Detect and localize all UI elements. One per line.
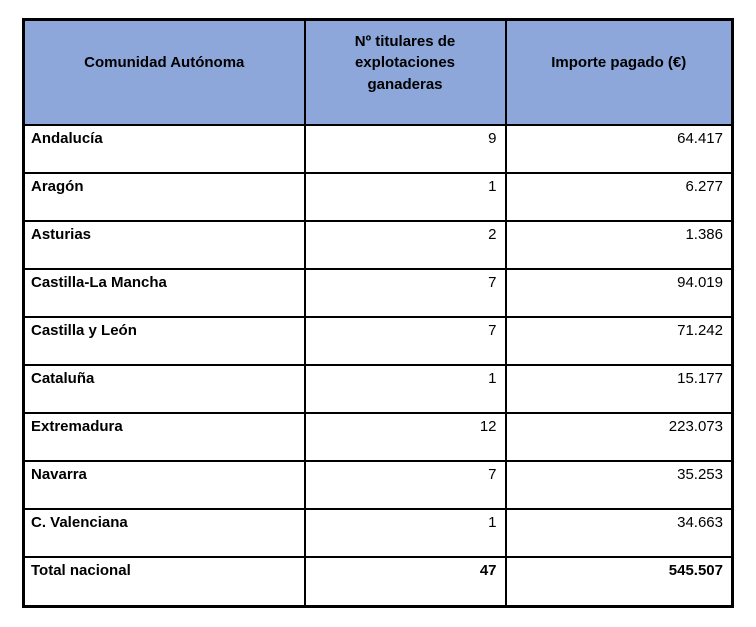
cell-region: Castilla y León: [24, 317, 305, 365]
table-row-total: [24, 557, 733, 607]
cell-holders: 7: [305, 269, 506, 317]
table-row: [24, 221, 733, 269]
table-row: [24, 125, 733, 173]
table-row: [24, 509, 733, 557]
cell-region: Cataluña: [24, 365, 305, 413]
cell-region: Navarra: [24, 461, 305, 509]
header-label: Comunidad Autónoma: [84, 54, 245, 72]
cell-region: Castilla-La Mancha: [24, 269, 305, 317]
cell-amount: 1.386: [506, 221, 733, 269]
cell-amount: 64.417: [506, 125, 733, 173]
table-row: [24, 461, 733, 509]
cell-amount: 223.073: [506, 413, 733, 461]
table-row: [24, 365, 733, 413]
cell-region: C. Valenciana: [24, 509, 305, 557]
cell-holders: 7: [305, 317, 506, 365]
header-comunidad-autonoma: [24, 20, 305, 125]
livestock-payments-table: [22, 18, 734, 608]
cell-amount: 15.177: [506, 365, 733, 413]
cell-holders: 9: [305, 125, 506, 173]
cell-region: Asturias: [24, 221, 305, 269]
header-num-titulares: [305, 20, 506, 125]
cell-amount: 6.277: [506, 173, 733, 221]
cell-total-label: Total nacional: [24, 557, 305, 607]
cell-holders: 12: [305, 413, 506, 461]
cell-holders: 1: [305, 509, 506, 557]
header-label: Importe pagado (€): [551, 54, 687, 72]
table-row: [24, 413, 733, 461]
cell-holders: 7: [305, 461, 506, 509]
cell-holders: 1: [305, 365, 506, 413]
table-row: [24, 269, 733, 317]
cell-amount: 71.242: [506, 317, 733, 365]
header-importe-pagado: [506, 20, 733, 125]
cell-amount: 94.019: [506, 269, 733, 317]
table-header: [24, 20, 733, 125]
cell-amount: 34.663: [506, 509, 733, 557]
cell-holders: 1: [305, 173, 506, 221]
cell-region: Extremadura: [24, 413, 305, 461]
header-row: [24, 20, 733, 125]
header-label: Nº titulares de explotaciones ganaderas: [354, 32, 456, 94]
cell-amount: 35.253: [506, 461, 733, 509]
cell-region: Aragón: [24, 173, 305, 221]
cell-holders: 2: [305, 221, 506, 269]
table-row: [24, 173, 733, 221]
table-body: [24, 125, 733, 607]
table-row: [24, 317, 733, 365]
cell-region: Andalucía: [24, 125, 305, 173]
cell-total-amount: 545.507: [506, 557, 733, 607]
cell-total-holders: 47: [305, 557, 506, 607]
